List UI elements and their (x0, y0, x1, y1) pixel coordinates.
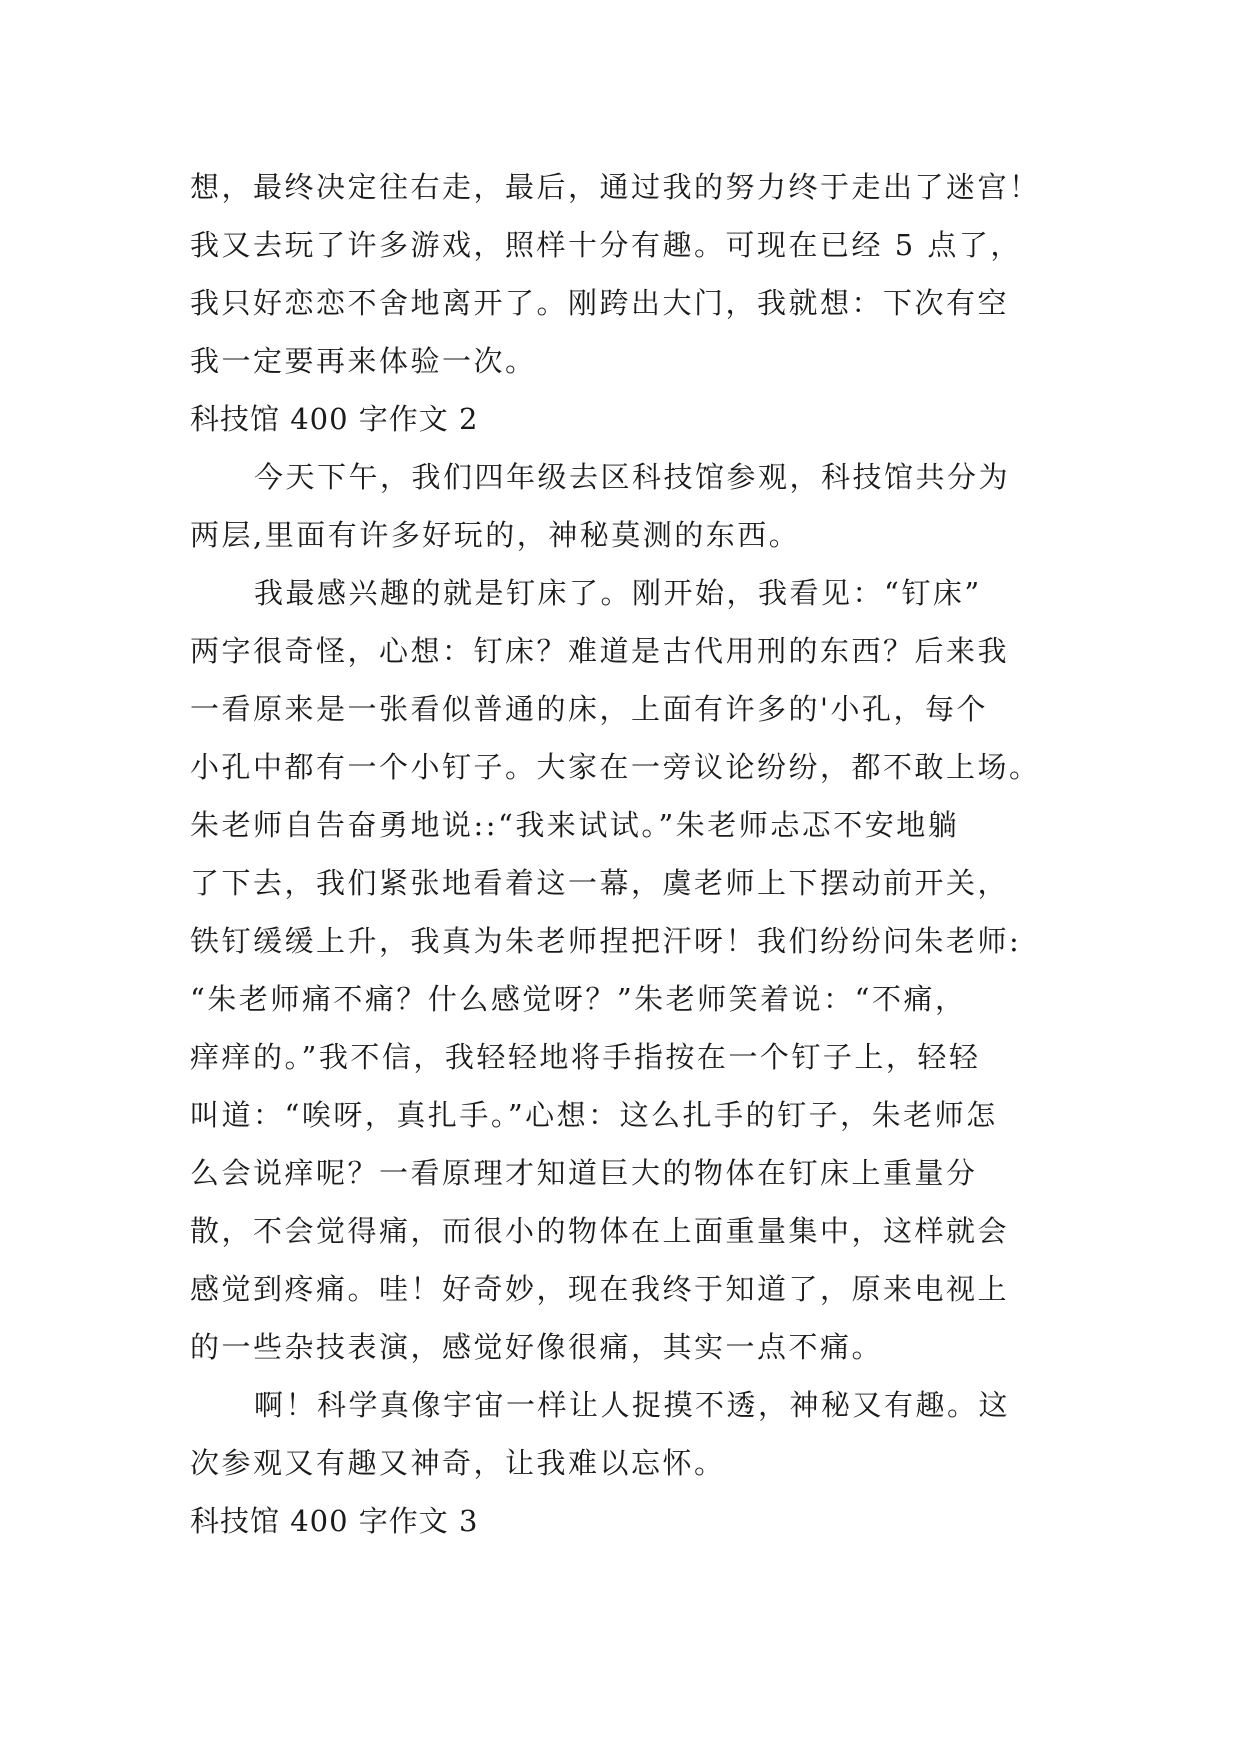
text-line: 么会说痒呢？一看原理才知道巨大的物体在钉床上重量分 (190, 1156, 978, 1190)
text-line: 想，最终决定往右走，最后，通过我的努力终于走出了迷宫！ (190, 170, 1041, 204)
document-body (190, 158, 1070, 1550)
text-line: 我只好恋恋不舍地离开了。刚跨出大门，我就想：下次有空 (190, 286, 1010, 320)
text-line: 叫道：“唉呀，真扎手。”心想：这么扎手的钉子，朱老师怎 (190, 1098, 998, 1132)
paragraph-first-line: 今天下午，我们四年级去区科技馆参观，科技馆共分为 (254, 460, 1011, 494)
text-line: 痒痒的。”我不信，我轻轻地将手指按在一个钉子上，轻轻 (190, 1040, 981, 1074)
text-line: 感觉到疼痛。哇！好奇妙，现在我终于知道了，原来电视上 (190, 1272, 1010, 1306)
text-line: 两字很奇怪，心想：钉床？难道是古代用刑的东西？后来我 (190, 634, 1010, 668)
section-heading: 科技馆 400 字作文 2 (190, 402, 479, 436)
text-line: 小孔中都有一个小钉子。大家在一旁议论纷纷，都不敢上场。 (190, 750, 1041, 784)
text-line: 了下去，我们紧张地看着这一幕，虞老师上下摆动前开关， (190, 866, 1010, 900)
text-line: 的一些杂技表演，感觉好像很痛，其实一点不痛。 (190, 1330, 884, 1364)
text-line: 两层,里面有许多好玩的，神秘莫测的东西。 (190, 518, 801, 552)
text-line: 我一定要再来体验一次。 (190, 344, 537, 378)
text-line: 散，不会觉得痛，而很小的物体在上面重量集中，这样就会 (190, 1214, 1010, 1248)
paragraph-first-line: 啊！科学真像宇宙一样让人捉摸不透，神秘又有趣。这 (254, 1388, 1011, 1422)
text-line: 次参观又有趣又神奇，让我难以忘怀。 (190, 1446, 726, 1480)
text-line: 我又去玩了许多游戏，照样十分有趣。可现在已经 5 点了， (190, 228, 1022, 262)
paragraph-first-line: 我最感兴趣的就是钉床了。刚开始，我看见：“钉床” (254, 576, 982, 610)
text-line: 一看原来是一张看似普通的床，上面有许多的'小孔，每个 (190, 692, 988, 726)
section-heading: 科技馆 400 字作文 3 (190, 1504, 479, 1538)
text-line: 朱老师自告奋勇地说::“我来试试。”朱老师忐忑不安地躺 (190, 808, 960, 842)
text-line: “朱老师痛不痛？什么感觉呀？”朱老师笑着说：“不痛， (190, 982, 967, 1016)
text-line: 铁钉缓缓上升，我真为朱老师捏把汗呀！我们纷纷问朱老师: (190, 924, 1022, 958)
